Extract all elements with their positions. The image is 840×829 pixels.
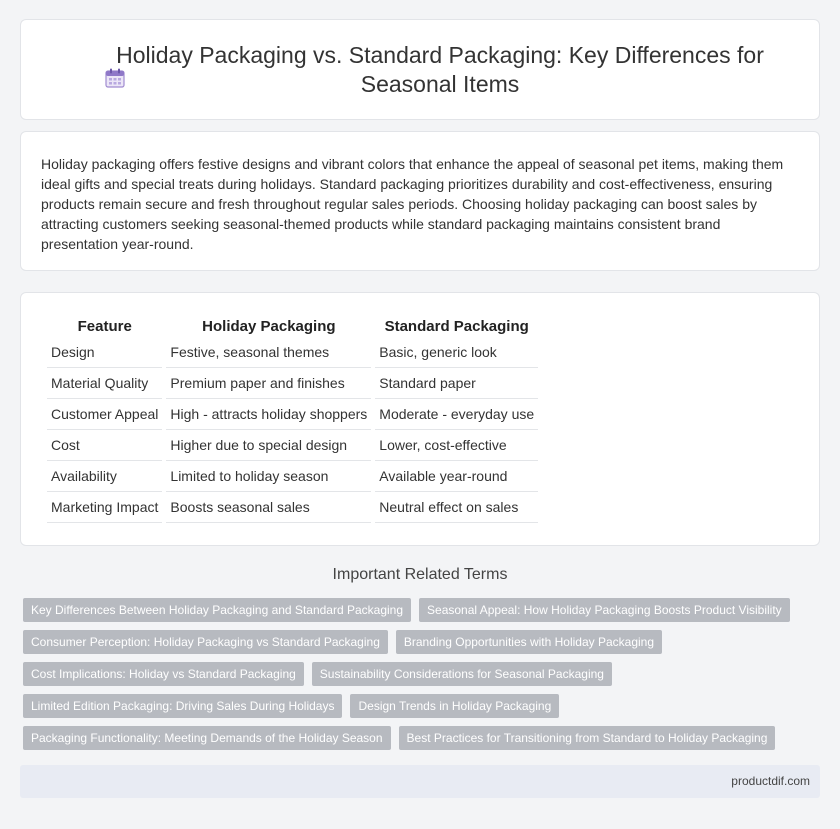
cell-feature: Availability <box>47 461 162 492</box>
cell-holiday: Premium paper and finishes <box>166 368 371 399</box>
related-term-tag[interactable]: Sustainability Considerations for Seasonal Packaging <box>312 662 612 686</box>
footer-site-link[interactable]: productdif.com <box>731 774 810 788</box>
table-row <box>47 430 538 461</box>
related-terms-list <box>23 598 803 750</box>
cell-feature: Cost <box>47 430 162 461</box>
header-holiday: Holiday Packaging <box>202 317 336 335</box>
intro-paragraph: Holiday packaging offers festive designs and vibrant colors that enhance the appeal of seasonal pet items, making them ideal gifts and special treats during holidays. Standard packaging prioritizes durability and cost-effectiveness, ensuring products remain secure and fresh throughout regular sales periods. Choosing holiday packaging can boost sales by attracting customers seeking seasonal-themed products while standard packaging maintains consistent brand presentation year-round. <box>41 156 784 252</box>
related-term-tag[interactable]: Consumer Perception: Holiday Packaging vs Standard Packaging <box>23 630 388 654</box>
cell-holiday: Boosts seasonal sales <box>166 492 371 523</box>
table-row <box>47 461 538 492</box>
cell-standard: Available year-round <box>375 461 538 492</box>
cell-holiday: Limited to holiday season <box>166 461 371 492</box>
footer <box>20 765 820 798</box>
cell-feature: Design <box>47 337 162 368</box>
cell-holiday: Higher due to special design <box>166 430 371 461</box>
related-term-tag[interactable]: Branding Opportunities with Holiday Packaging <box>396 630 662 654</box>
related-term-tag[interactable]: Key Differences Between Holiday Packaging and Standard Packaging <box>23 598 411 622</box>
calendar-icon <box>104 67 126 89</box>
cell-feature: Material Quality <box>47 368 162 399</box>
intro-card <box>20 131 820 271</box>
cell-standard: Moderate - everyday use <box>375 399 538 430</box>
header-standard: Standard Packaging <box>384 317 529 335</box>
comparison-card <box>20 292 820 546</box>
page-title: Holiday Packaging vs. Standard Packaging: Key Differences for Seasonal Items <box>116 41 764 97</box>
cell-standard: Standard paper <box>375 368 538 399</box>
cell-holiday: High - attracts holiday shoppers <box>166 399 371 430</box>
cell-holiday: Festive, seasonal themes <box>166 337 371 368</box>
cell-feature: Customer Appeal <box>47 399 162 430</box>
table-row <box>47 337 538 368</box>
header-card <box>20 19 820 120</box>
table-header-row <box>47 315 538 337</box>
cell-feature: Marketing Impact <box>47 492 162 523</box>
cell-standard: Neutral effect on sales <box>375 492 538 523</box>
related-term-tag[interactable]: Limited Edition Packaging: Driving Sales During Holidays <box>23 694 342 718</box>
related-term-tag[interactable]: Cost Implications: Holiday vs Standard Packaging <box>23 662 304 686</box>
related-term-tag[interactable]: Best Practices for Transitioning from Standard to Holiday Packaging <box>399 726 776 750</box>
table-row <box>47 368 538 399</box>
table-row <box>47 492 538 523</box>
related-terms-title: Important Related Terms <box>332 566 508 583</box>
related-term-tag[interactable]: Packaging Functionality: Meeting Demands of the Holiday Season <box>23 726 391 750</box>
cell-standard: Basic, generic look <box>375 337 538 368</box>
related-term-tag[interactable]: Design Trends in Holiday Packaging <box>350 694 559 718</box>
table-row <box>47 399 538 430</box>
header <box>60 41 780 99</box>
cell-standard: Lower, cost-effective <box>375 430 538 461</box>
header-feature: Feature <box>77 317 132 335</box>
comparison-table <box>43 315 542 523</box>
related-term-tag[interactable]: Seasonal Appeal: How Holiday Packaging Boosts Product Visibility <box>419 598 790 622</box>
